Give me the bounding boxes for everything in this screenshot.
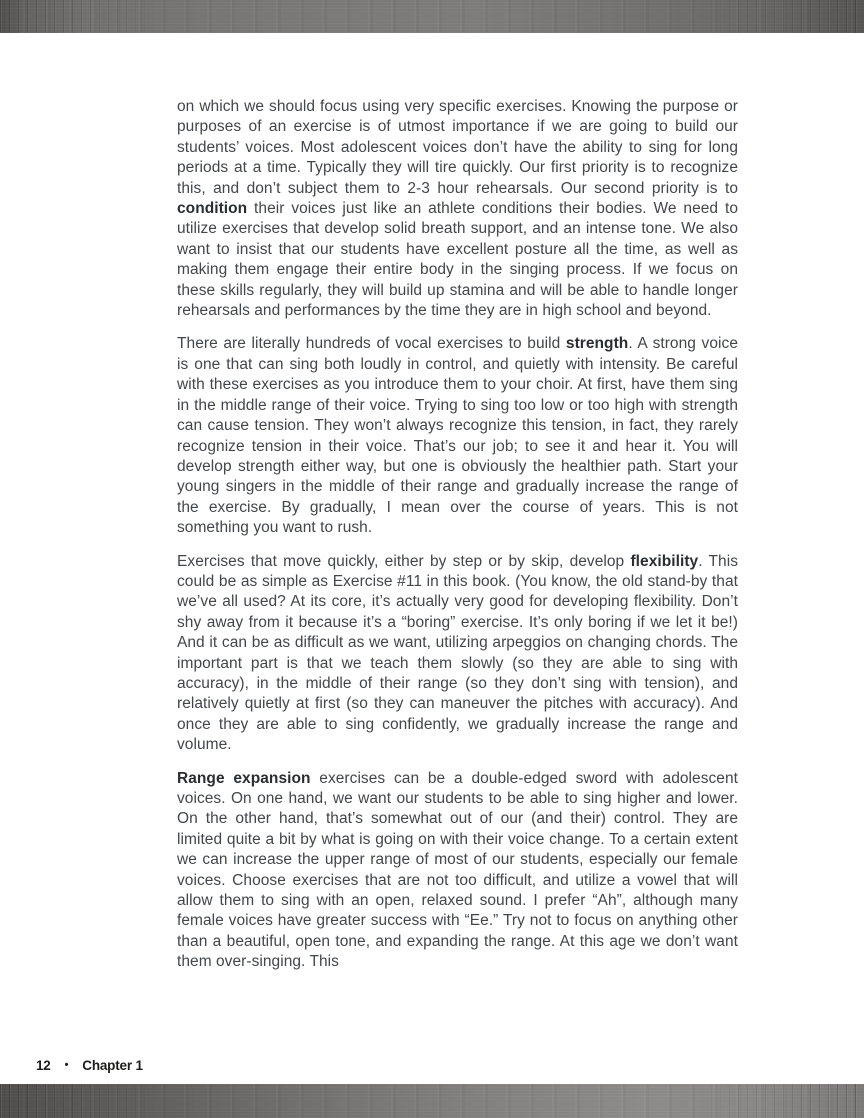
text-segment: . This could be as simple as Exercise #11 in this book. (You know, the old stand-by that we’ve all used? At its core, it’s actually very good for developing flexibility. Don’t shy away from it because it’s a “boring” exercise. It’s only boring if we let it be!) And it can be as difficult as we want, utilizing arpeggios on changing chords. The important part is that we teach them slowly (so they are able to sing with accuracy), in the middle of their range (so they don’t sing with tension), and relatively quietly at first (so they can maneuver the pitches with accuracy). And once they are able to sing confidently, we gradually increase the range and volume.	[177, 552, 738, 754]
bottom-decorative-bar	[0, 1084, 864, 1118]
text-segment: There are literally hundreds of vocal exercises to build	[177, 335, 566, 353]
text-segment: . A strong voice is one that can sing both loudly in control, and quietly with intensity. Be careful with these exercises as you introduce them to your choir. At first, have them sing in the middle range of their voice. Trying to sing too low or too high with strength can cause tension. They won’t always recognize this tension, in fact, they rarely recognize tension in their voice. That’s our job; to see it and hear it. You will develop strength either way, but one is obviously the healthier path. Start your young singers in the middle of their range and gradually increase the range of the exercise. By gradually, I mean over the course of years. This is not something you want to rush.	[177, 335, 738, 537]
top-decorative-bar	[0, 0, 864, 33]
body-text	[177, 97, 738, 986]
page-number: 12	[36, 1058, 51, 1073]
bold-term: strength	[565, 335, 629, 353]
chapter-label: Chapter 1	[82, 1058, 143, 1073]
text-segment: Exercises that move quickly, either by step or by skip, develop	[177, 552, 631, 570]
page-footer	[36, 1058, 143, 1073]
paragraph	[177, 334, 738, 538]
text-segment: on which we should focus using very specific exercises. Knowing the purpose or purposes of an exercise is of utmost importance if we are going to build our students’ voices. Most adolescent voices don’t have the ability to sing for long periods at a time. Typically they will tire quickly. Our first priority is to recognize this, and don’t subject them to 2-3 hour rehearsals. Our second priority is to	[177, 98, 738, 197]
bold-term: Range expansion	[177, 769, 311, 787]
text-segment: exercises can be a double-edged sword with adolescent voices. On one hand, we want our students to be able to sing higher and lower. On the other hand, that’s somewhat out of our (and their) control. They are limited quite a bit by what is going on with their voice change. To a certain extent we can increase the upper range of most of our students, especially our female voices. Choose exercises that are not too difficult, and utilize a vowel that will allow them to sing with an open, relaxed sound. I prefer “Ah”, although many female voices have greater success with “Ee.” Try not to focus on anything other than a beautiful, open tone, and expanding the range. At this age we don’t want them over-singing. This	[177, 769, 738, 971]
bold-term: condition	[177, 200, 248, 218]
bullet-separator-icon: •	[64, 1058, 69, 1071]
paragraph	[177, 552, 738, 756]
paragraph	[177, 769, 738, 973]
text-segment: their voices just like an athlete conditions their bodies. We need to utilize exercises that develop solid breath support, and an intense tone. We also want to insist that our students have excellent posture all the time, as well as making them engage their entire body in the singing process. If we focus on these skills regularly, they will build up stamina and will be able to handle longer rehearsals and performances by the time they are in high school and beyond.	[177, 200, 738, 320]
bold-term: flexibility	[630, 552, 699, 570]
paragraph	[177, 97, 738, 321]
